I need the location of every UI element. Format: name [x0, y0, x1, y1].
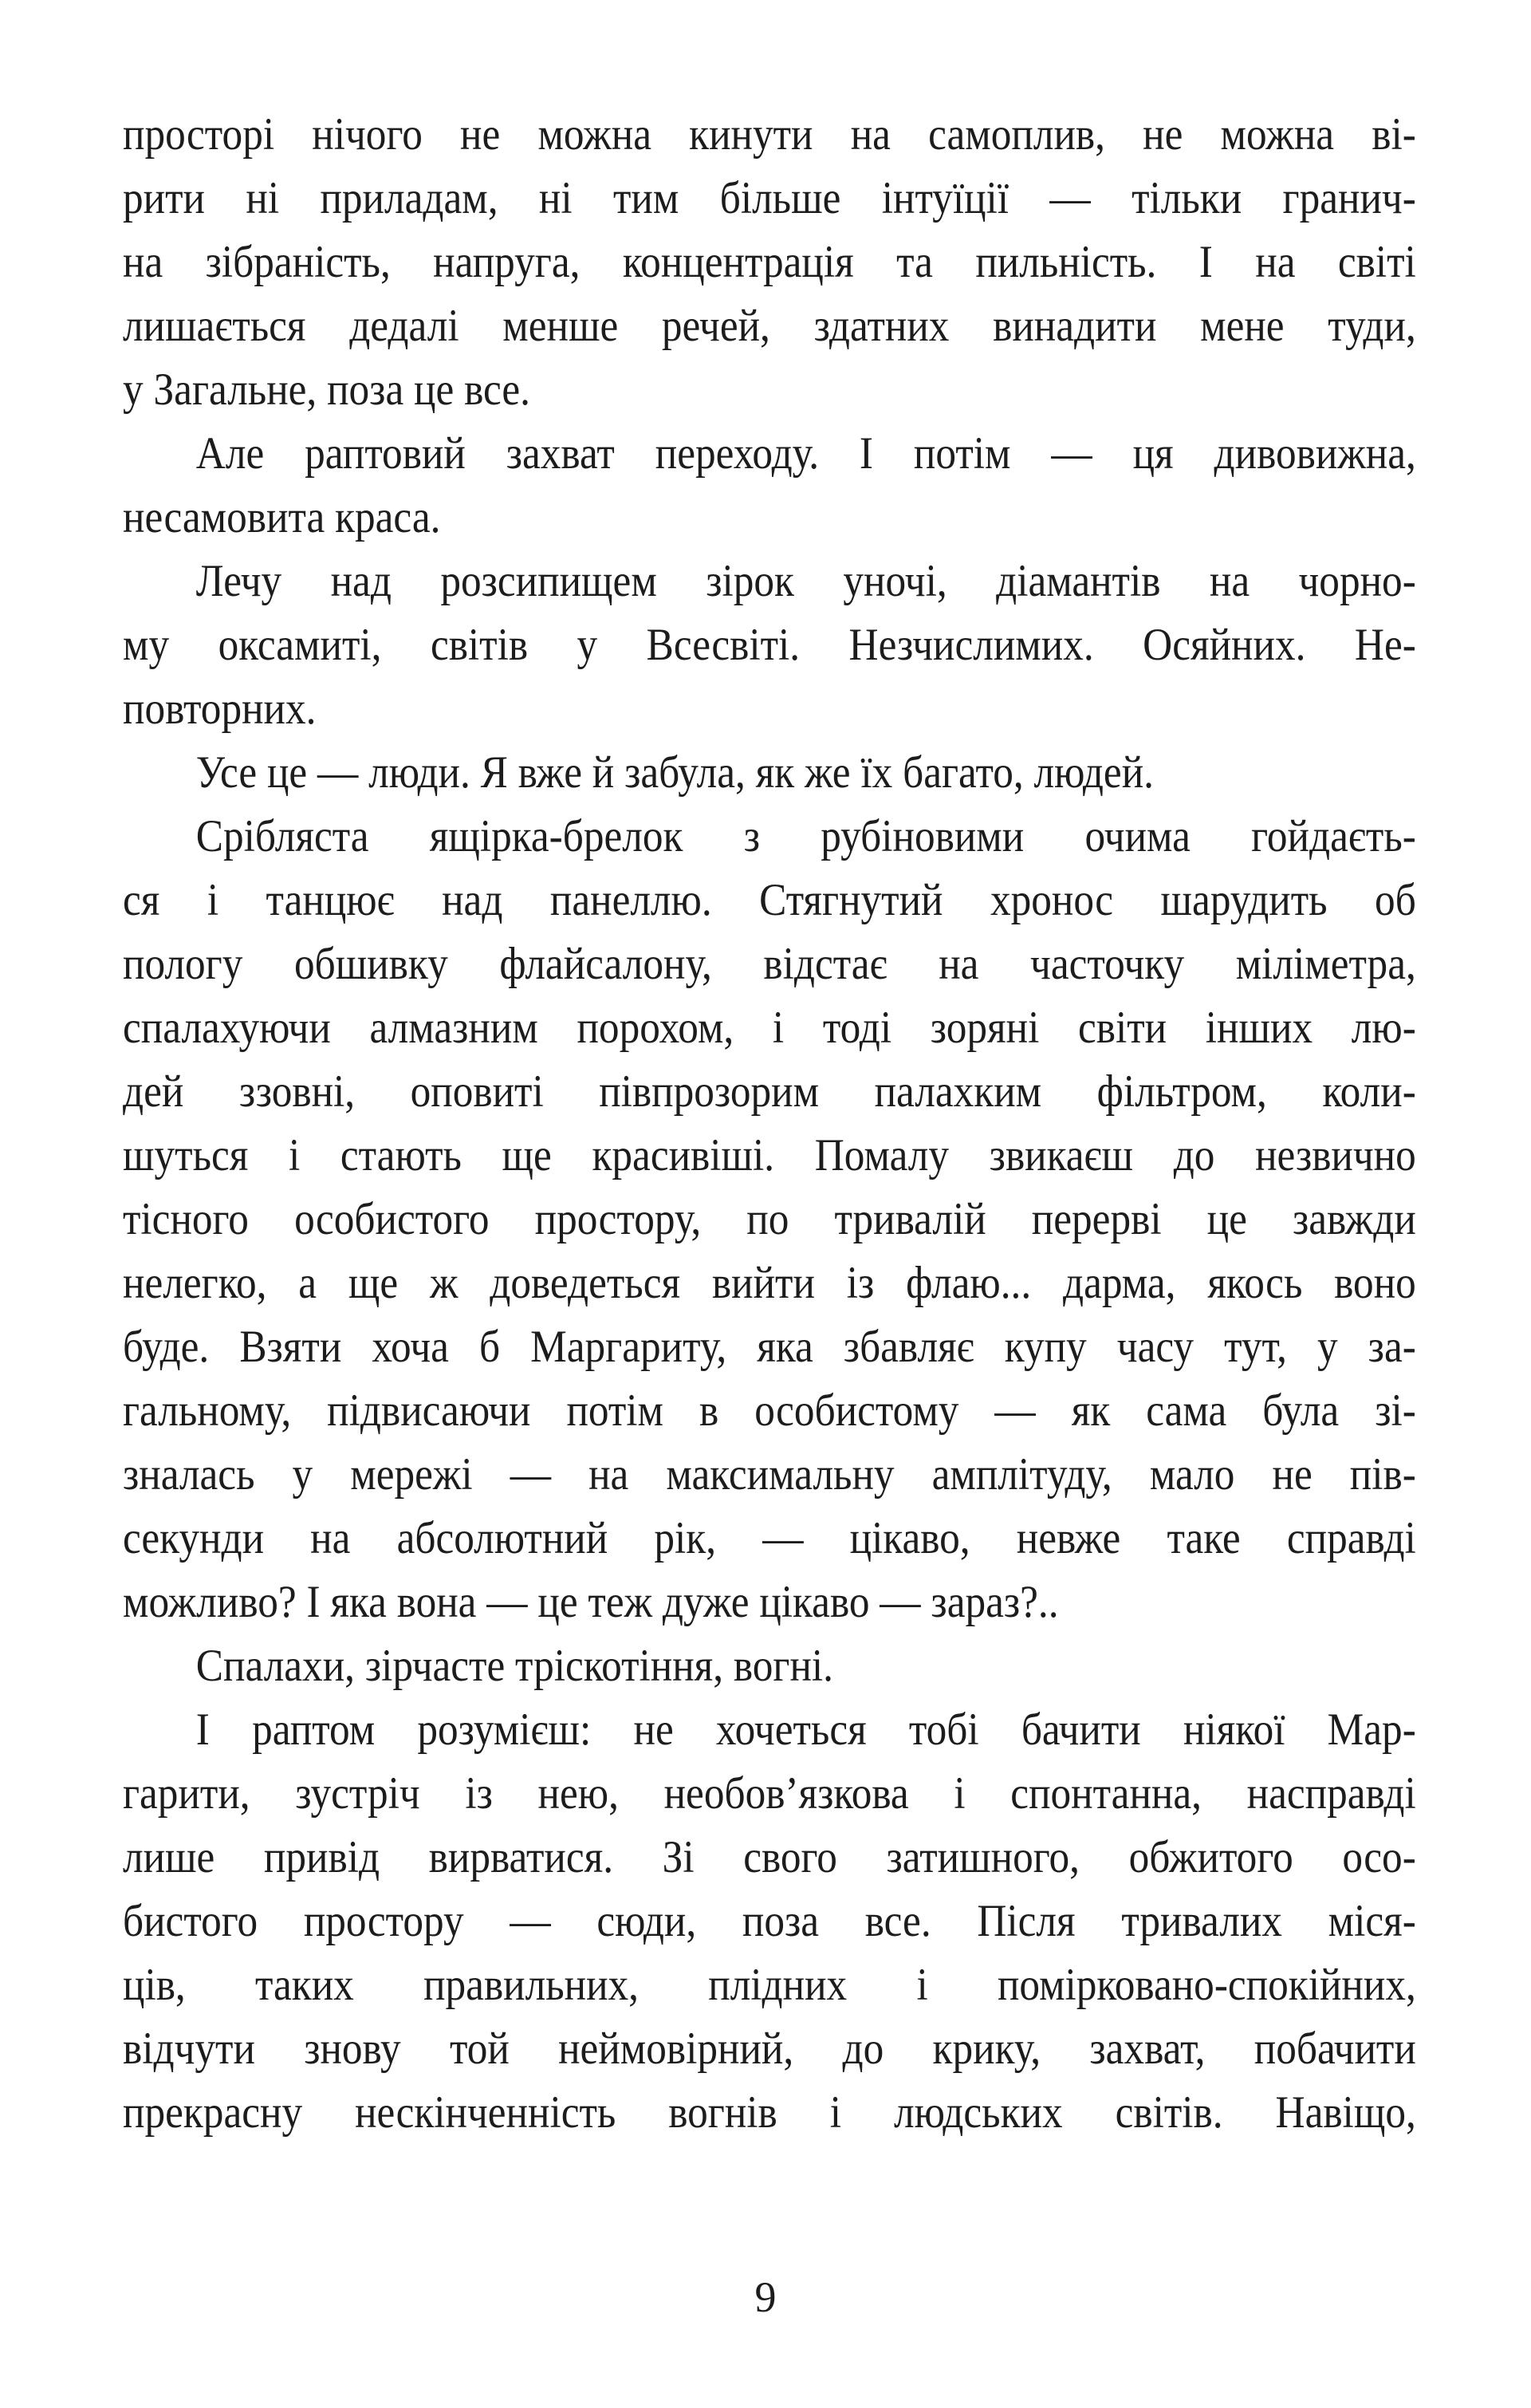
- text-line: нелегко, а ще ж доведеться вийти із флаю... дарма, якось воно: [123, 1258, 1416, 1308]
- paragraph: [123, 741, 1416, 805]
- text-line: Спалахи, зірчасте тріскотіння, вогні.: [195, 1641, 833, 1691]
- paragraph: [123, 103, 1416, 422]
- text-line: на зібраність, напруга, концентрація та пильність. І на світі: [123, 237, 1416, 287]
- paragraph: [123, 1634, 1416, 1698]
- text-line: шуться і стають ще красивіші. Помалу звикаєш до незвично: [123, 1130, 1416, 1180]
- paragraph: [123, 422, 1416, 550]
- text-line: Але раптовий захват переходу. І потім — ця дивовижна,: [195, 428, 1416, 479]
- text-line: лишається дедалі менше речей, здатних винадити мене туди,: [123, 301, 1416, 351]
- text-line: бистого простору — сюди, поза все. Після тривалих міся-: [123, 1896, 1416, 1946]
- text-line: спалахуючи алмазним порохом, і тоді зоряні світи інших лю-: [123, 1003, 1416, 1053]
- text-line: прекрасну нескінченність вогнів і людських світів. Навіщо,: [123, 2087, 1416, 2138]
- text-line: просторі нічого не можна кинути на самоплив, не можна ві-: [123, 109, 1416, 160]
- text-line: І раптом розумієш: не хочеться тобі бачити ніякої Мар-: [195, 1705, 1416, 1755]
- text-line: пологу обшивку флайсалону, відстає на часточку міліметра,: [123, 939, 1416, 989]
- text-line: му оксамиті, світів у Всесвіті. Незчислимих. Осяйних. Не-: [123, 620, 1416, 670]
- text-line: тісного особистого простору, по тривалій перерві це завжди: [123, 1194, 1416, 1244]
- text-line: повторних.: [123, 684, 317, 734]
- paragraph: [123, 805, 1416, 1634]
- text-line: гальному, підвисаючи потім в особистому — як сама була зі-: [123, 1385, 1416, 1436]
- page-number: 9: [754, 2273, 777, 2321]
- text-line: Лечу над розсипищем зірок уночі, діамантів на чорно-: [195, 556, 1416, 606]
- text-line: рити ні приладам, ні тим більше інтуїції — тільки гранич-: [123, 173, 1416, 223]
- text-line: несамовита краса.: [123, 492, 441, 542]
- text-line: зналась у мережі — на максимальну амплітуду, мало не пів-: [123, 1449, 1416, 1500]
- text-line: у Загальне, поза це все.: [123, 365, 531, 415]
- text-line: відчути знову той неймовірний, до крику, захват, побачити: [123, 2024, 1416, 2074]
- text-line: секунди на абсолютний рік, — цікаво, невже таке справді: [123, 1513, 1416, 1563]
- text-line: можливо? І яка вона — це теж дуже цікаво — зараз?..: [123, 1577, 1059, 1627]
- paragraph: [123, 550, 1416, 741]
- paragraph: [123, 1698, 1416, 2145]
- page-body-text: [123, 103, 1416, 2145]
- text-line: дей ззовні, оповиті півпрозорим палахким фільтром, коли-: [123, 1066, 1416, 1117]
- text-line: гарити, зустріч із нею, необов’язкова і спонтанна, насправді: [123, 1768, 1416, 1819]
- text-line: Срібляста ящірка-брелок з рубіновими очима гойдаєть-: [195, 811, 1416, 861]
- text-line: ців, таких правильних, плідних і помірковано-спокійних,: [123, 1960, 1416, 2010]
- text-line: Усе це — люди. Я вже й забула, як же їх багато, людей.: [195, 747, 1154, 798]
- text-line: ся і танцює над панеллю. Стягнутий хронос шарудить об: [123, 875, 1416, 925]
- text-line: буде. Взяти хоча б Маргариту, яка збавляє купу часу тут, у за-: [123, 1322, 1416, 1372]
- text-line: лише привід вирватися. Зі свого затишного, обжитого осо-: [123, 1832, 1416, 1882]
